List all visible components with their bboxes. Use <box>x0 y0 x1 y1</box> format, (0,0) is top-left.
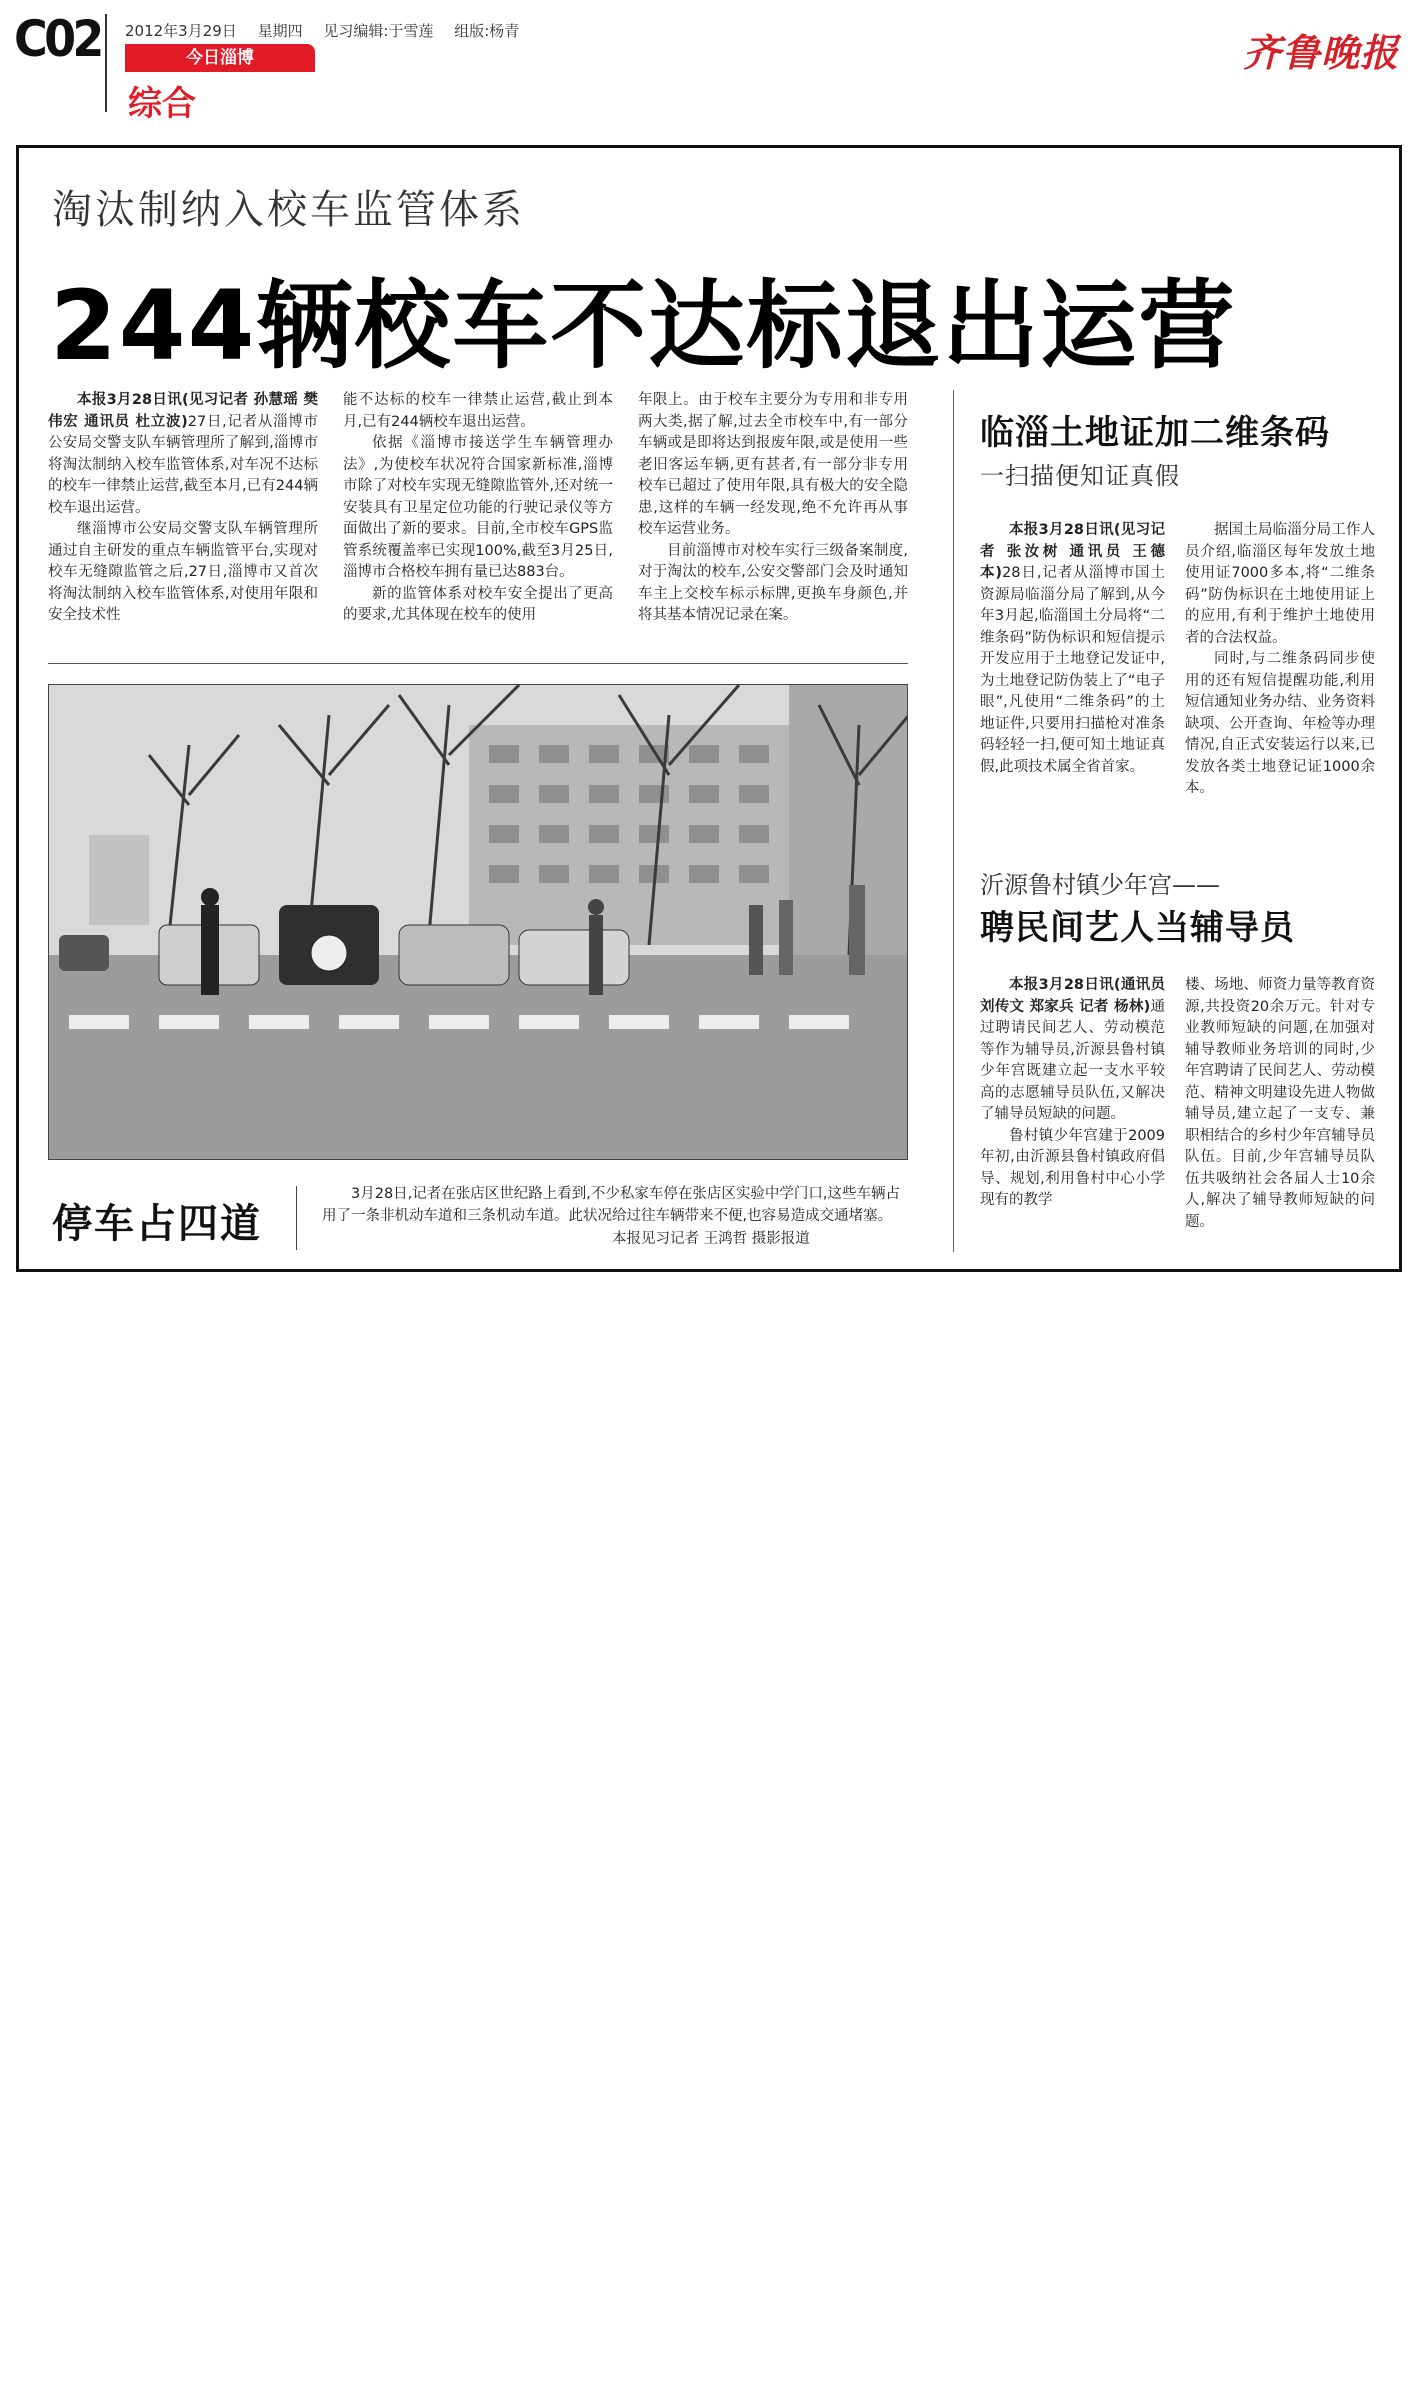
issue-weekday: 星期四 <box>257 22 303 40</box>
paper-logo: 齐鲁晚报 <box>1242 30 1399 75</box>
caption-divider <box>296 1186 297 1250</box>
masthead-divider <box>105 14 107 112</box>
side1-column-2 <box>1185 520 1375 800</box>
side1-column-1 <box>980 520 1165 778</box>
side-kicker-2: 沂源鲁村镇少年宫—— <box>980 871 1220 899</box>
photo-caption-text: 3月28日,记者在张店区世纪路上看到,不少私家车停在张店区实验中学门口,这些车辆占用了一条非机动车道和三条机动车道。此状况给过往车辆带来不便,也容易造成交通堵塞。 <box>322 1186 901 1224</box>
main-col3-paragraph-1: 年限上。由于校车主要分为专用和非专用两大类,据了解,过去全市校车中,有一部分车辆或是即将达到报废年限,或是使用一些老旧客运车辆,更有甚者,有一部分非专用校车已超过了使用年限,具有极大的安全隐患,这样的车辆一经发现,绝不允许再从事校车运营业务。 <box>638 392 908 537</box>
column-rule <box>953 390 954 1252</box>
main-column-2 <box>343 390 613 627</box>
main-col1-paragraph-2: 继淄博市公安局交警支队车辆管理所通过自主研发的重点车辆监管平台,实现对校车无缝隙监管之后,27日,淄博市又首次将淘汰制纳入校车监管体系,对使用年限和安全技术性 <box>48 521 318 623</box>
news-photo <box>48 684 908 1160</box>
side2-column-2 <box>1185 975 1375 1233</box>
main-column-3 <box>638 390 908 627</box>
photo-credit: 本报见习记者 王鸿哲 摄影报道 <box>612 1231 810 1247</box>
main-kicker: 淘汰制纳入校车监管体系 <box>52 187 525 233</box>
side1-col2-paragraph-2: 同时,与二维条码同步使用的还有短信提醒功能,利用短信通知业务办结、业务资料缺项、公开查询、年检等办理情况,自正式安装运行以来,已发放各类土地登记证1000余本。 <box>1185 651 1375 796</box>
main-byline: 本报3月28日讯(见习记者 孙慧瑶 樊伟宏 通讯员 杜立波) <box>48 392 318 430</box>
editor-credit: 见习编辑:于雪莲 <box>323 22 434 40</box>
section-tag: 今日淄博 <box>125 44 315 72</box>
street-scene-illustration <box>49 685 908 1160</box>
section-name: 综合 <box>128 84 196 124</box>
side2-col1-paragraph-2: 鲁村镇少年宫建于2009年初,由沂源县鲁村镇政府倡导、规划,利用鲁村中心小学现有的教学 <box>980 1127 1165 1208</box>
page-code: C02 <box>14 10 101 68</box>
main-col2-paragraph-3: 新的监管体系对校车安全提出了更高的要求,尤其体现在校车的使用 <box>343 585 613 623</box>
side1-col2-paragraph-1: 据国土局临淄分局工作人员介绍,临淄区每年发放土地使用证7000多本,将“二维条码”防伪标识在土地使用证上的应用,有利于维护土地使用者的合法权益。 <box>1185 522 1375 646</box>
side-headline-2: 聘民间艺人当辅导员 <box>980 908 1295 948</box>
main-column-1 <box>48 390 318 627</box>
side2-col1-text: 通过聘请民间艺人、劳动模范等作为辅导员,沂源县鲁村镇少年宫既建立起一支水平较高的志愿辅导员队伍,又解决了辅导员短缺的问题。 <box>980 998 1165 1122</box>
main-col2-paragraph-1: 能不达标的校车一律禁止运营,截止到本月,已有244辆校车退出运营。 <box>343 392 613 430</box>
photo-caption-title: 停车占四道 <box>52 1201 262 1247</box>
main-col1-text: 27日,记者从淄博市公安局交警支队车辆管理所了解到,淄博市将淘汰制纳入校车监管体系,对车况不达标的校车一律禁止运营,截至本月,已有244辆校车退出运营。 <box>48 413 318 516</box>
issue-date: 2012年3月29日 <box>125 22 237 40</box>
main-headline: 244辆校车不达标退出运营 <box>50 270 1237 382</box>
side1-col1-text: 28日,记者从淄博市国土资源局临淄分局了解到,从今年3月起,临淄国土分局将“二维条码”防伪标识和短信提示开发应用于土地登记发证中,为土地登记防伪装上了“电子眼”,凡使用“二维条码”的土地证件,只要用扫描枪对准条码轻轻一扫,便可知土地证真假,此项技术属全省首家。 <box>980 565 1165 775</box>
side1-byline: 本报3月28日讯(见习记者 张汝树 通讯员 王德本) <box>980 522 1165 581</box>
side2-column-1 <box>980 975 1165 1212</box>
main-col3-paragraph-2: 目前淄博市对校车实行三级备案制度,对于淘汰的校车,公安交警部门会及时通知车主上交校车标示标牌,更换车身颜色,并将其基本情况记录在案。 <box>638 542 908 623</box>
side2-byline: 本报3月28日讯(通讯员 刘传文 郑家兵 记者 杨林) <box>980 977 1165 1015</box>
main-col2-paragraph-2: 依据《淄博市接送学生车辆管理办法》,为使校车状况符合国家新标准,淄博市除了对校车实现无缝隙监管外,还对统一安装具有卫星定位功能的行驶记录仪等方面做出了新的要求。目前,全市校车GPS监管系统覆盖率已实现100%,截至3月25日,淄博市合格校车拥有量已达883台。 <box>343 435 613 580</box>
photo-caption <box>322 1183 908 1227</box>
masthead-meta <box>125 20 535 41</box>
section-rule <box>48 663 908 664</box>
side2-col2-text: 楼、场地、师资力量等教育资源,共投资20余万元。针对专业教师短缺的问题,在加强对辅导教师业务培训的同时,少年宫聘请了民间艺人、劳动模范、精神文明建设先进人物做辅导员,建立起了一支专、兼职相结合的乡村少年宫辅导员队伍。目前,少年宫辅导员队伍共吸纳社会各届人士10余人,解决了辅导教师短缺的问题。 <box>1185 977 1375 1230</box>
side-headline-1: 临淄土地证加二维条码 <box>980 413 1330 453</box>
side-subhead-1: 一扫描便知证真假 <box>980 462 1180 490</box>
layout-credit: 组版:杨青 <box>454 22 520 40</box>
